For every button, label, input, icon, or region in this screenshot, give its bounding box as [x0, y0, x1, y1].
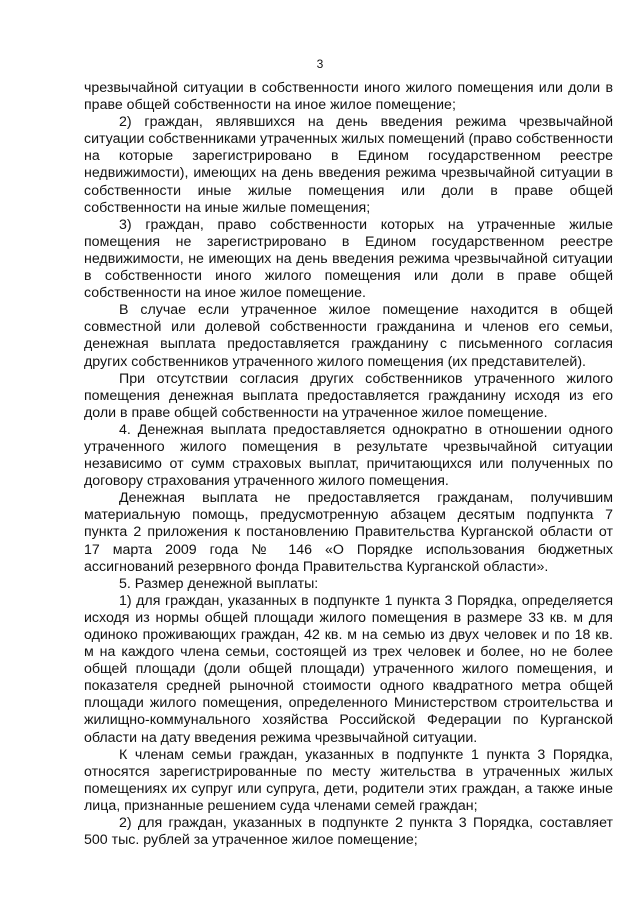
paragraph-clause-4: 4. Денежная выплата предоставляется однократно в отношении одного утраченного жилого помещения в результате чрезвычайной ситуации независимо от сумм страховых выплат, причитающихся или полученных по договору страхования утраченного жилого помещения.: [84, 421, 613, 490]
paragraph-continuation: чрезвычайной ситуации в собственности иного жилого помещения или доли в праве общей собственности на иное жилое помещение;: [84, 80, 613, 114]
paragraph-item-2: 2) граждан, являвшихся на день введения режима чрезвычайной ситуации собственниками утраченных жилых помещений (право собственности на которые зарегистрировано в Едином государственном реестре недвижимости), имеющих на день введения режима чрезвычайной ситуации в собственности иные жилые помещения или доли в праве общей собственности на иные жилые помещения;: [84, 114, 613, 216]
paragraph-joint-ownership: В случае если утраченное жилое помещение находится в общей совместной или долевой собственности гражданина и членов его семьи, денежная выплата предоставляется гражданину с письменного согласия других собственников утраченного жилого помещения (их представителей).: [84, 302, 613, 370]
paragraph-family-members: К членам семьи граждан, указанных в подпункте 1 пункта 3 Порядка, относятся зарегистрированные по месту жительства в утраченных жилых помещениях их супруг или супруга, дети, родители этих граждан, а также иные лица, признанные решением суда членами семей граждан;: [84, 746, 613, 814]
paragraph-item-3: 3) граждан, право собственности которых на утраченные жилые помещения не зарегистрировано в Едином государственном реестре недвижимости, не имеющих на день введения режима чрезвычайной ситуации в собственности иного жилого помещения или доли в праве общей собственности на иное жилое помещение.: [84, 216, 613, 302]
paragraph-exclusion: Денежная выплата не предоставляется гражданам, получившим материальную помощь, предусмотренную абзацем десятым подпункта 7 пункта 2 приложения к постановлению Правительства Курганской области от 17 марта 2009 года № 146 «О Порядке использования бюджетных ассигнований резервного фонда Правительства Курганской области».: [84, 490, 613, 575]
paragraph-no-consent: При отсутствии согласия других собственников утраченного жилого помещения денежная выплата предоставляется гражданину исходя из его доли в праве общей собственности на утраченное жилое помещение.: [84, 370, 613, 421]
paragraph-clause-5-heading: 5. Размер денежной выплаты:: [119, 575, 319, 592]
paragraph-clause-5-item-1: 1) для граждан, указанных в подпункте 1 пункта 3 Порядка, определяется исходя из нормы общей площади жилого помещения в размере 33 кв. м для одиноко проживающих граждан, 42 кв. м на семью из двух человек и по 18 кв. м на каждого члена семьи, состоящей из трех человек и более, но не более общей площади (доли общей площади) утраченного жилого помещения, и показателя средней рыночной стоимости одного квадратного метра общей площади жилого помещения, определенного Министерством строительства и жилищно-коммунального хозяйства Российской Федерации по Курганской области на дату введения режима чрезвычайной ситуации.: [84, 592, 613, 746]
paragraph-clause-5-item-2: 2) для граждан, указанных в подпункте 2 пункта 3 Порядка, составляет 500 тыс. рублей за утраченное жилое помещение;: [84, 815, 613, 849]
document-body: [84, 80, 613, 849]
page-number: 3: [316, 57, 324, 71]
